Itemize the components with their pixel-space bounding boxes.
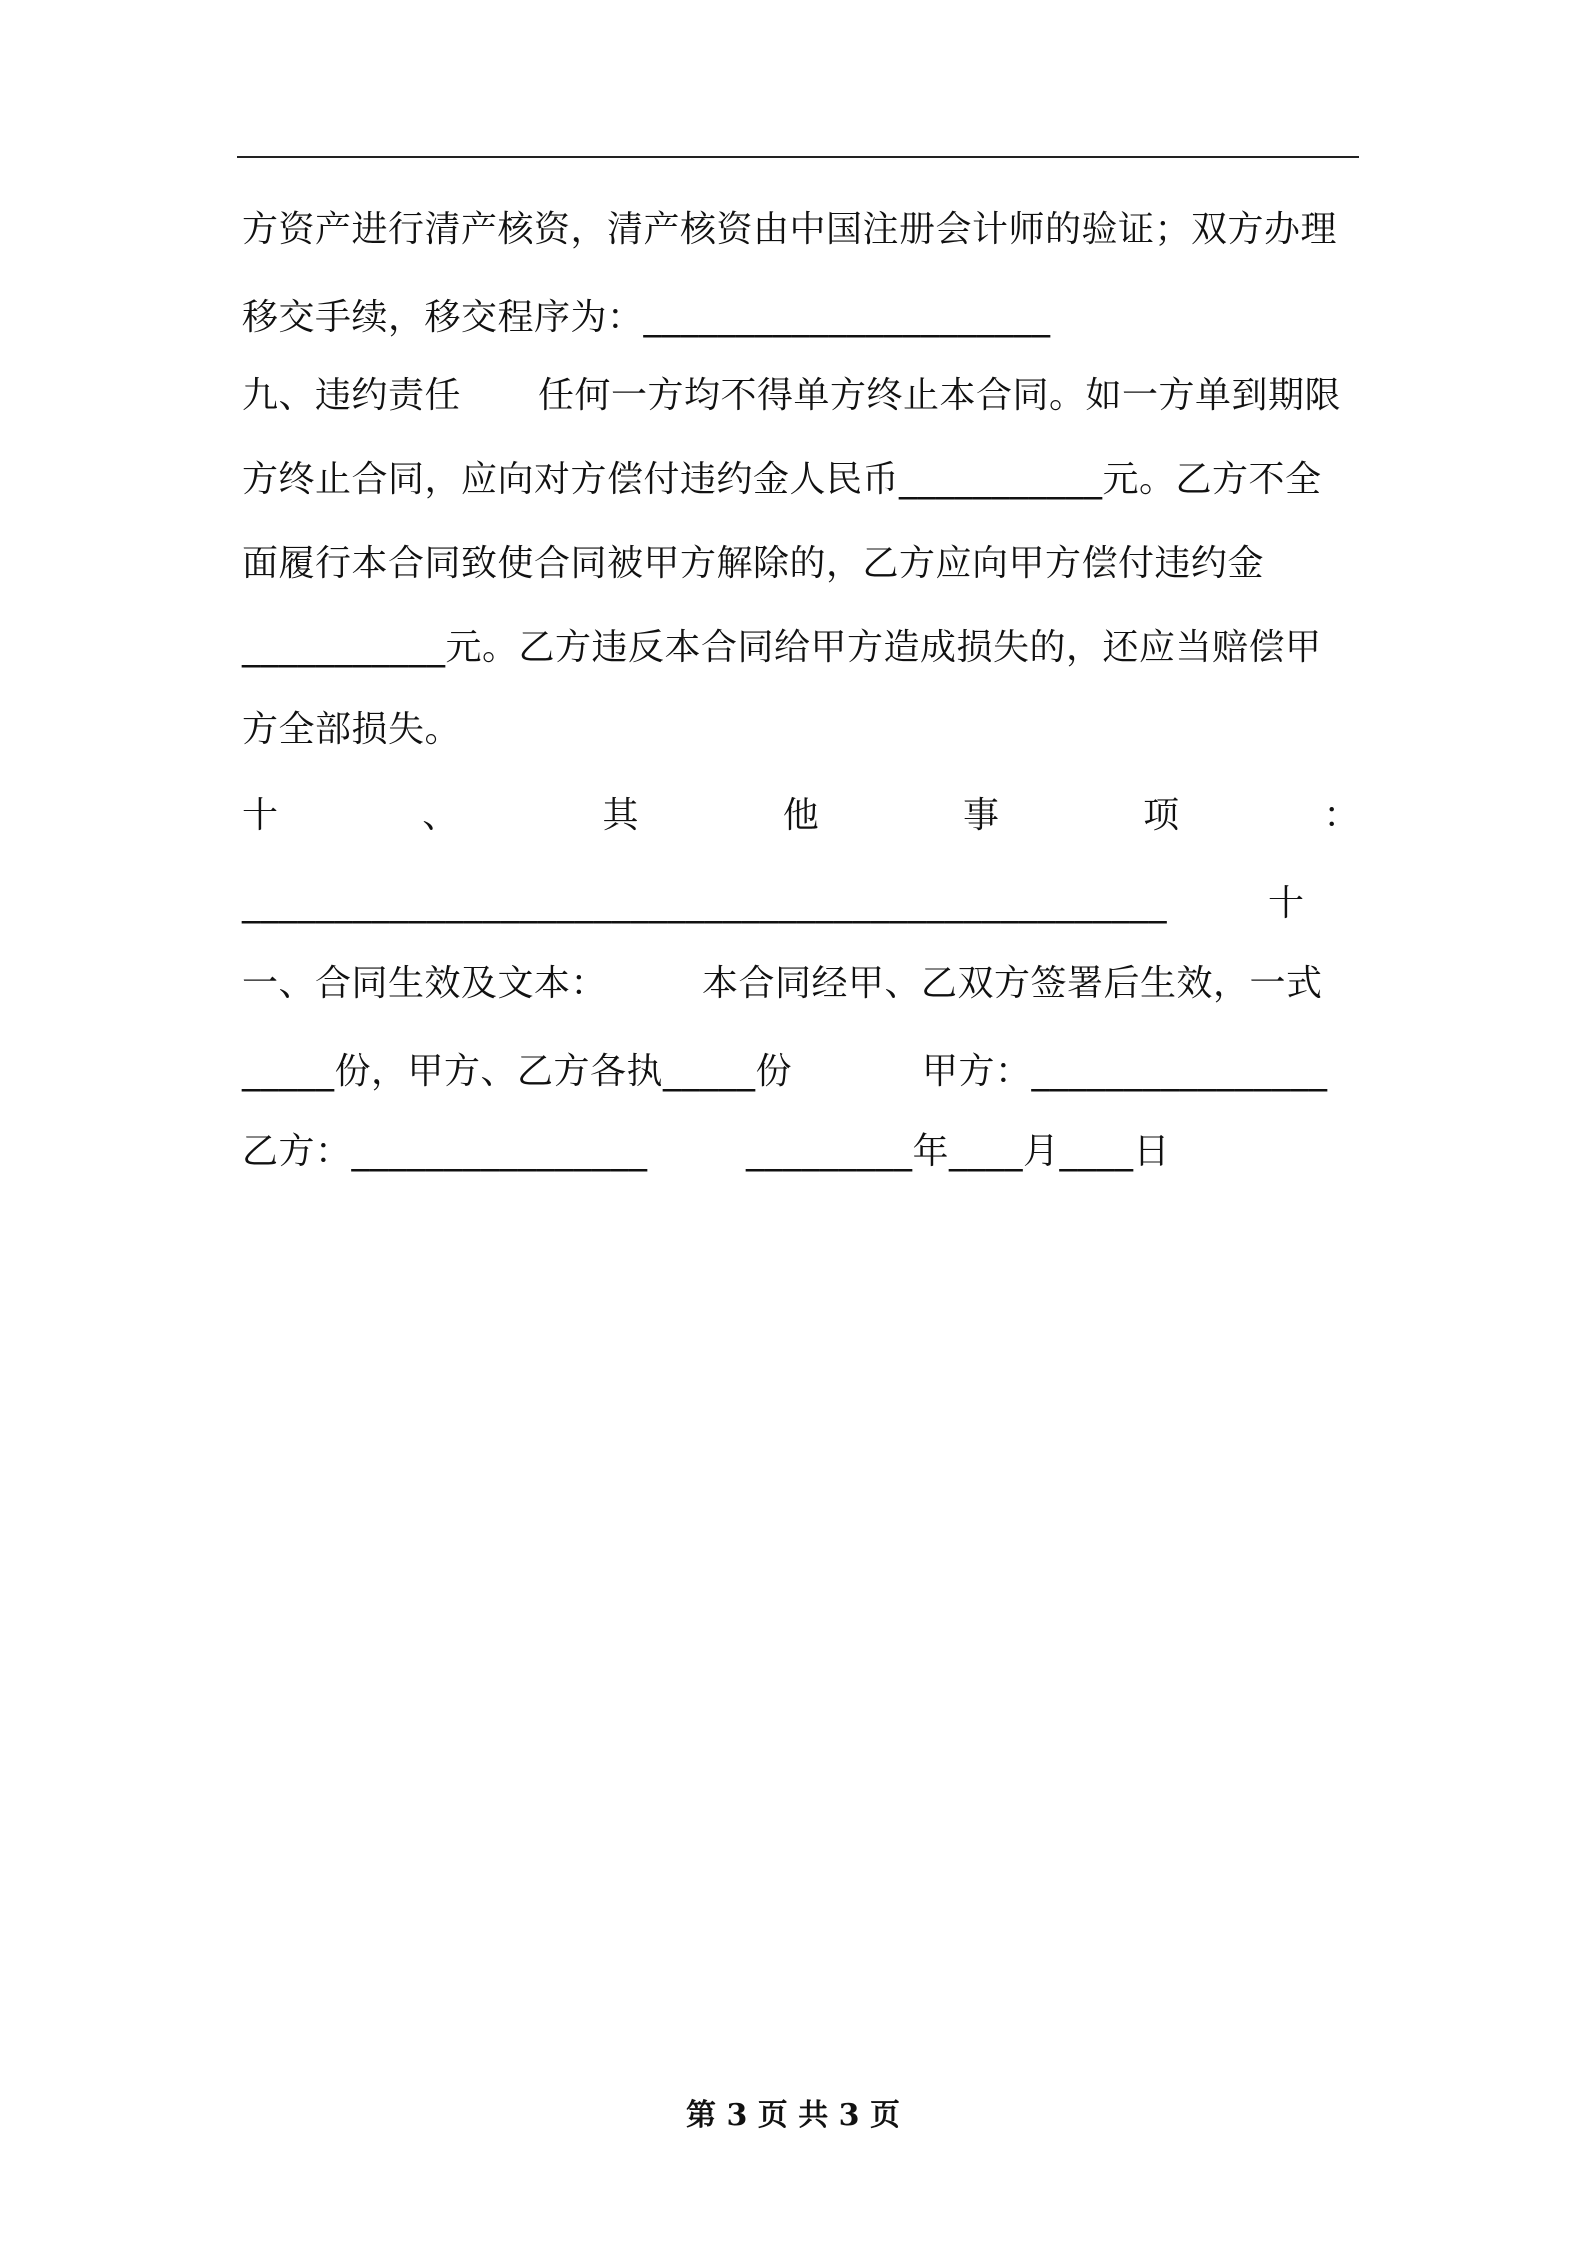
paragraph-line-5: 面履行本合同致使合同被甲方解除的，乙方应向甲方偿付违约金 bbox=[242, 543, 1265, 584]
party-b-signature: 乙方：________________ bbox=[242, 1131, 648, 1172]
section-ten-char: 项 bbox=[1143, 795, 1180, 836]
paragraph-line-4: 方终止合同，应向对方偿付违约金人民币___________元。乙方不全 bbox=[242, 459, 1322, 500]
section-nine-text: 任何一方均不得单方终止本合同。如一方单到期限 bbox=[538, 375, 1342, 416]
copies-text: _____份，甲方、乙方各执_____份 bbox=[242, 1051, 793, 1092]
header-rule bbox=[237, 156, 1359, 158]
section-ten-char: 他 bbox=[782, 795, 820, 836]
copies-line bbox=[242, 1048, 1360, 1096]
paragraph-line-6: ___________元。乙方违反本合同给甲方造成损失的，还应当赔偿甲 bbox=[242, 627, 1322, 668]
page-number-footer: 第 3 页 共 3 页 bbox=[686, 2098, 900, 2133]
section-ten-char: 十 bbox=[242, 795, 279, 836]
section-ten-char: 其 bbox=[602, 795, 639, 836]
section-ten-char: 、 bbox=[422, 795, 459, 836]
section-ten-heading bbox=[242, 792, 1360, 840]
section-nine-line bbox=[242, 372, 1360, 420]
section-ten-char: ： bbox=[1323, 795, 1360, 836]
section-ten-blank: __________________________________________________ bbox=[242, 883, 1167, 924]
paragraph-line-7: 方全部损失。 bbox=[242, 709, 462, 750]
party-a-signature: 甲方：________________ bbox=[922, 1051, 1328, 1092]
signature-line bbox=[242, 1128, 1360, 1176]
section-nine-heading: 九、违约责任 bbox=[242, 375, 462, 416]
section-ten-char: 事 bbox=[962, 795, 1000, 836]
paragraph-line-2: 移交手续，移交程序为：______________________ bbox=[242, 297, 1051, 338]
section-eleven-text: 本合同经甲、乙双方签署后生效，一式 bbox=[702, 963, 1323, 1004]
section-eleven-prefix: 十 bbox=[1268, 883, 1305, 924]
signing-date: _________年____月____日 bbox=[746, 1131, 1170, 1172]
section-eleven-heading: 一、合同生效及文本： bbox=[242, 963, 608, 1004]
section-eleven-line bbox=[242, 960, 1360, 1008]
paragraph-line-1: 方资产进行清产核资，清产核资由中国注册会计师的验证；双方办理 bbox=[242, 209, 1338, 250]
